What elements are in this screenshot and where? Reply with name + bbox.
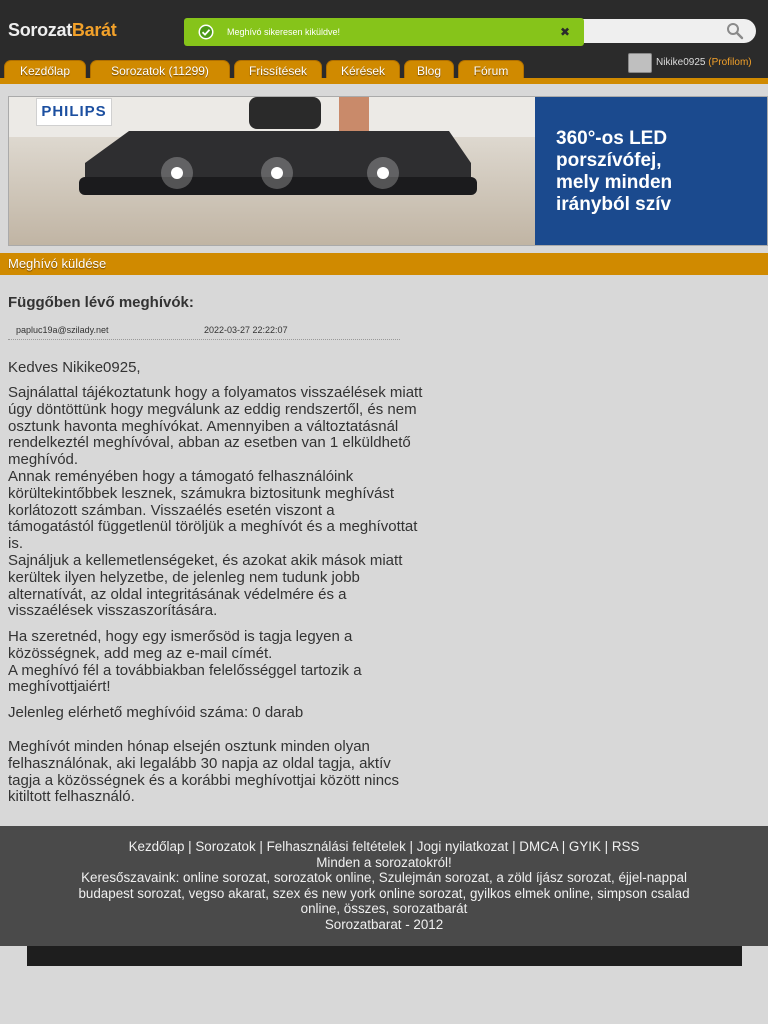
text-line: korlátozott számban. Visszaélés esetén viszont a [8,501,335,519]
logo-part1: Sorozat [8,20,72,40]
text-line: kitiltott felhasználó. [8,788,135,806]
logo-part2: Barát [71,20,117,40]
text-line: meghívód. [8,451,79,469]
brand-logo: PHILIPS [36,98,112,126]
invite-paragraph [8,629,518,696]
text-line: közösségnek, add meg az e-mail címét. [8,644,273,662]
text-line: visszaélések visszaszorítására. [8,602,218,620]
text-line: A meghívó fél a továbbiakban felelősséggel tartozik a [8,661,362,679]
bottom-bar [27,946,742,966]
footer-separator: | [259,839,263,854]
footer-separator: | [409,839,414,854]
text-line: rendelkeztél meghívóval, abban az esetben van 1 elküldhető [8,434,411,452]
text-line: kerültek ilyen helyzetbe, de jelenleg nem tudunk jobb [8,568,360,586]
footer-copyright: Sorozatbarat - 2012 [324,916,444,932]
text-line: Annak reményében hogy a támogató felhasználóink [8,467,354,485]
site-footer [0,826,768,946]
footer-link-legal[interactable]: Jogi nyilatkozat [416,839,509,854]
text-line: tagja a közösségnek és a korábbi meghívottjai között nincs [8,771,400,789]
footer-keywords-line: budapest sorozat, vegso akarat, szex és new york online sorozat, gyilkos elmek online, simpson csalad [78,885,690,901]
text-line: is. [8,535,23,553]
banner-line: irányból szív [556,194,672,215]
text-line: támogatástól függetlenül töröljük a meghívót és a meghívottat [8,518,418,536]
tab-keresek[interactable]: Kérések [326,60,400,80]
footer-link-terms[interactable]: Felhasználási feltételek [266,839,406,854]
footer-link-rss[interactable]: RSS [611,839,640,854]
pending-invites-title: Függőben lévő meghívók: [8,294,194,311]
footer-link-kezdolap[interactable]: Kezdőlap [128,839,185,854]
tab-blog[interactable]: Blog [404,60,454,80]
text-line: Sajnáljuk a kellemetlenségeket, és azokat akik mások miatt [8,551,403,569]
footer-separator: | [188,839,192,854]
search-icon[interactable] [726,22,744,40]
text-line: felhasználónak, aki legalább 30 napja az oldal tagja, aktív [8,754,391,772]
banner-line: mely minden [556,172,673,193]
text-line: Meghívót minden hónap elsején osztunk minden olyan [8,738,370,755]
footer-separator: | [604,839,609,854]
text-line: úgy döntöttünk hogy megválunk az eddig rendszertől, és nem [8,400,417,418]
invite-date: 2022-03-27 22:22:07 [204,325,288,335]
banner-line: 360°-os LED [556,128,668,149]
rules-paragraph [8,739,518,806]
footer-links [0,839,768,855]
site-logo[interactable] [8,20,116,41]
tab-frissitesek[interactable]: Frissítések [234,60,322,80]
pending-invite-row [8,322,400,340]
notification-message: Meghívó sikeresen kiküldve! [227,27,341,37]
available-invites: Jelenleg elérhető meghívóid száma: 0 darab [8,704,304,721]
banner-line: porszívófej, [556,150,662,171]
footer-tagline: Minden a sorozatokról! [316,854,452,870]
footer-separator: | [561,839,566,854]
avatar[interactable] [628,53,652,73]
text-line: körültekintőbbek lesznek, számukra biztositunk meghívást [8,484,395,502]
text-line: osztunk havonta meghívókat. Amennyiben a változtatásnál [8,417,399,435]
text-line: Ha szeretnéd, hogy egy ismerősöd is tagja legyen a [8,628,353,645]
greeting: Kedves Nikike0925, [8,359,141,376]
username[interactable]: Nikike0925 [656,57,706,68]
close-icon[interactable]: ✖ [560,25,571,39]
footer-link-dmca[interactable]: DMCA [519,839,558,854]
nav-underline [0,78,768,84]
text-line: meghívottjaiért! [8,678,111,696]
check-circle-icon [198,24,214,40]
section-title-bar: Meghívó küldése [0,253,768,275]
success-notification [184,18,584,46]
info-paragraph [8,385,518,620]
tab-sorozatok[interactable]: Sorozatok (11299) [90,60,230,80]
user-info [656,57,752,68]
footer-link-faq[interactable]: GYIK [568,839,601,854]
tab-forum[interactable]: Fórum [458,60,524,80]
footer-link-sorozatok[interactable]: Sorozatok [195,839,256,854]
footer-keywords-line: online, összes, sorozatbarát [300,901,468,917]
footer-keywords-line: Keresőszavaink: online sorozat, sorozatok online, Szulejmán sorozat, a zöld íjász sorozat, éjjel-nappal [81,870,687,886]
text-line: alternatívát, az oldal integritásának védelmére és a [8,585,347,603]
text-line: Sajnálattal tájékoztatunk hogy a folyamatos visszaélések miatt [8,384,423,401]
invite-email: papluc19a@szilady.net [16,325,109,335]
profile-link[interactable]: (Profilom) [708,57,752,68]
banner-headline [556,128,756,216]
footer-separator: | [512,839,516,854]
tab-kezdolap[interactable]: Kezdőlap [4,60,86,80]
